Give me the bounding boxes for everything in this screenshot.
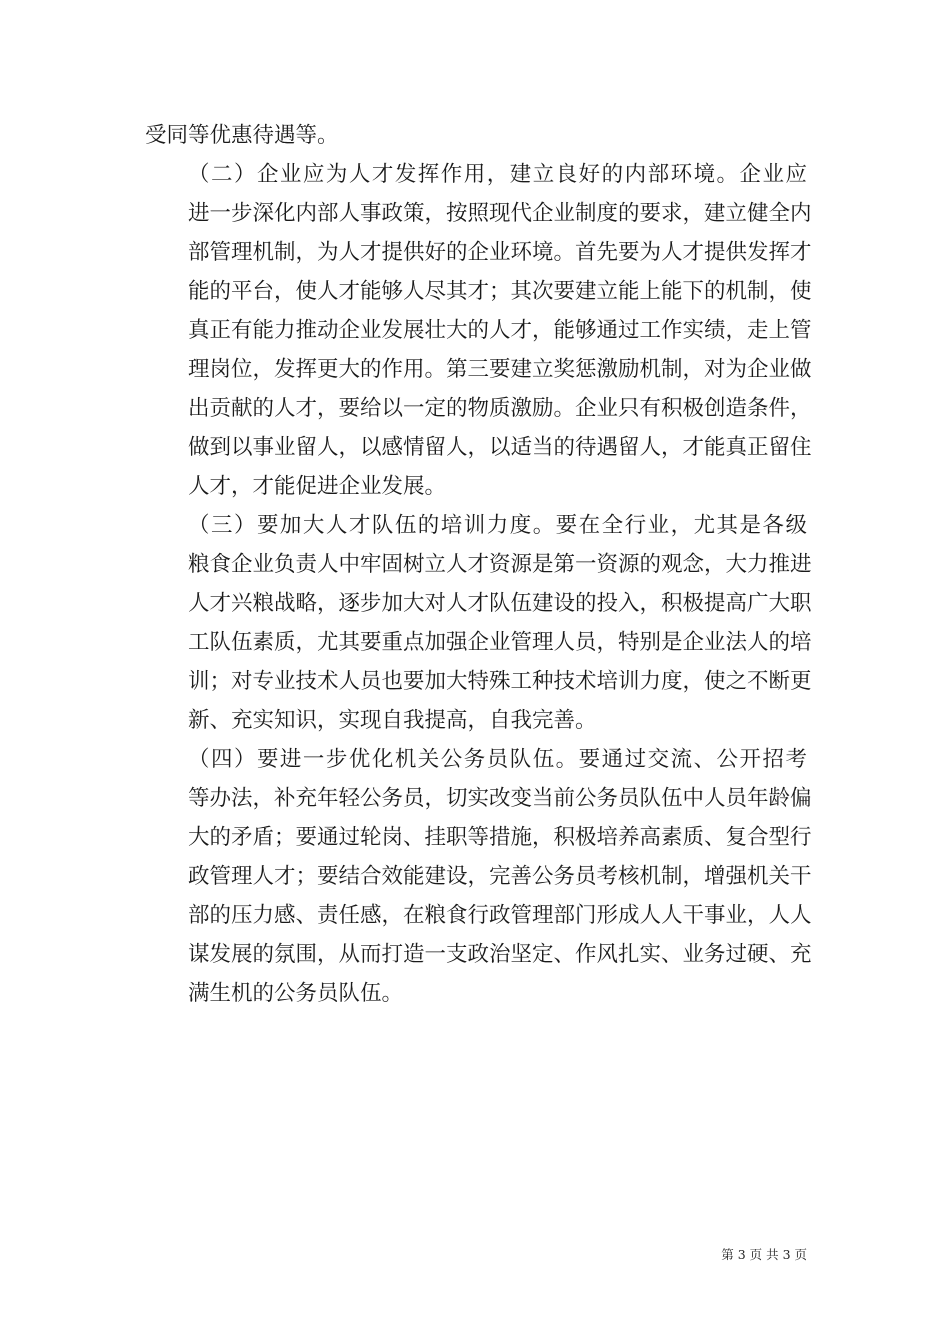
text-line: （四）要进一步优化机关公务员队伍。要通过交流、公开招考 (188, 747, 807, 772)
text-line: （三）要加大人才队伍的培训力度。要在全行业，尤其是各级 (188, 513, 807, 538)
text-line: 人才兴粮战略，逐步加大对人才队伍建设的投入，积极提高广大职 (188, 591, 812, 616)
text-line: 做到以事业留人，以感情留人，以适当的待遇留人，才能真正留住 (188, 435, 812, 460)
text-line: 粮食企业负责人中牢固树立人才资源是第一资源的观念，大力推进 (188, 552, 812, 577)
text-line: 等办法，补充年轻公务员，切实改变当前公务员队伍中人员年龄偏 (188, 786, 812, 811)
text-line: 政管理人才；要结合效能建设，完善公务员考核机制，增强机关干 (188, 864, 812, 889)
text-line: 理岗位，发挥更大的作用。第三要建立奖惩激励机制，对为企业做 (188, 357, 812, 382)
text-line: 新、充实知识，实现自我提高，自我完善。 (188, 708, 597, 733)
text-line: 大的矛盾；要通过轮岗、挂职等措施，积极培养高素质、复合型行 (188, 825, 812, 850)
text-line: 谋发展的氛围，从而打造一支政治坚定、作风扎实、业务过硬、充 (188, 942, 812, 967)
text-line: 进一步深化内部人事政策，按照现代企业制度的要求，建立健全内 (188, 201, 812, 226)
text-line: 人才，才能促进企业发展。 (188, 474, 447, 499)
text-line: 满生机的公务员队伍。 (188, 981, 404, 1006)
text-line: 部的压力感、责任感，在粮食行政管理部门形成人人干事业，人人 (188, 903, 812, 928)
text-line: （二）企业应为人才发挥作用，建立良好的内部环境。企业应 (188, 162, 807, 187)
text-line: 真正有能力推动企业发展壮大的人才，能够通过工作实绩，走上管 (188, 318, 812, 343)
paragraph-2 (145, 155, 812, 506)
text-line: 受同等优惠待遇等。 (145, 123, 339, 148)
text-line: 能的平台，使人才能够人尽其才；其次要建立能上能下的机制，使 (188, 279, 812, 304)
text-line: 出贡献的人才，要给以一定的物质激励。企业只有积极创造条件， (188, 396, 812, 421)
paragraph-1 (145, 116, 807, 155)
text-line: 训；对专业技术人员也要加大特殊工种技术培训力度，使之不断更 (188, 669, 812, 694)
paragraph-4 (145, 740, 812, 1013)
document-body (145, 116, 812, 1013)
paragraph-3 (145, 506, 812, 740)
page-number: 第 3 页 共 3 页 (721, 1247, 807, 1262)
text-line: 部管理机制，为人才提供好的企业环境。首先要为人才提供发挥才 (188, 240, 812, 265)
text-line: 工队伍素质，尤其要重点加强企业管理人员，特别是企业法人的培 (188, 630, 812, 655)
